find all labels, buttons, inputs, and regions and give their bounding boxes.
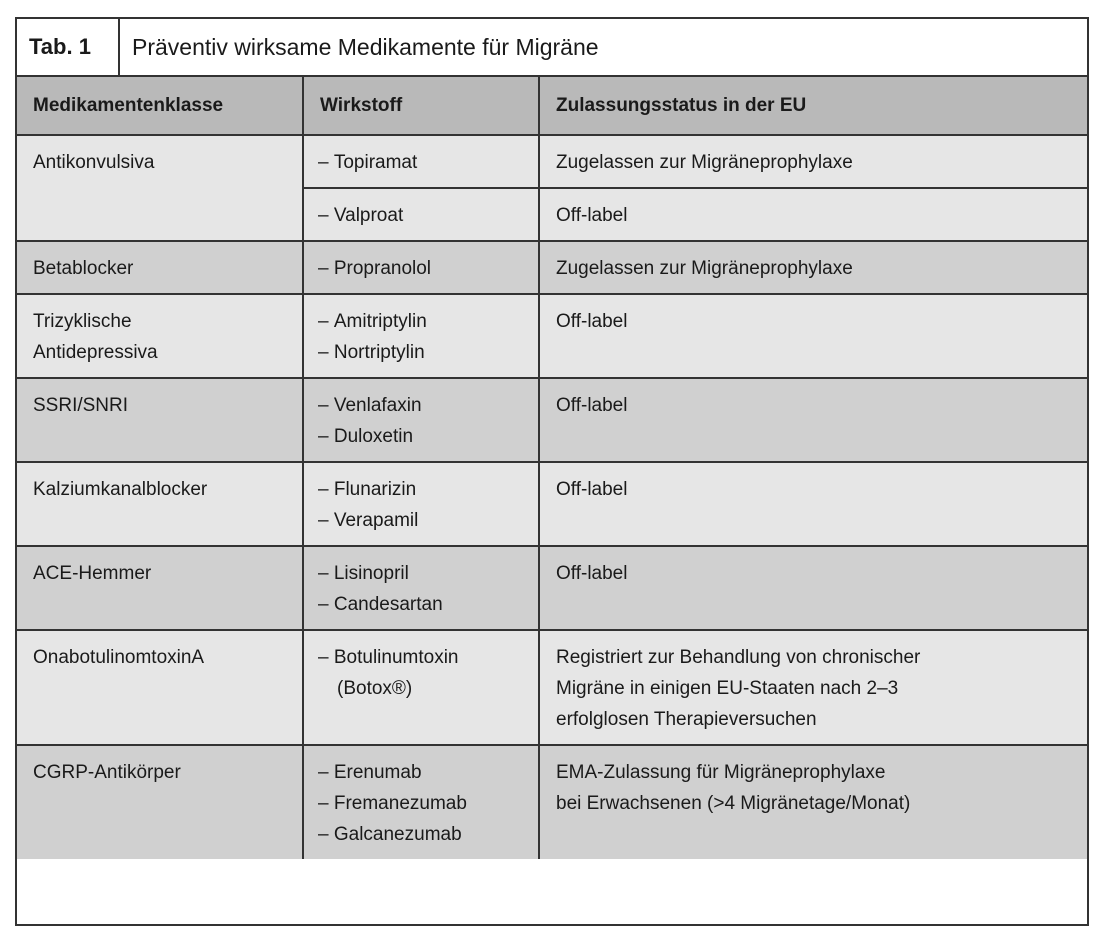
- status-text: Off-label: [556, 205, 628, 226]
- cell-wirkstoff: [303, 188, 539, 241]
- status-text: Off-label: [556, 563, 628, 584]
- wirkstoff-text: (Botox®): [337, 678, 413, 699]
- cell-wirkstoff: [303, 241, 539, 294]
- table-row-kalziumkanalblocker: [17, 462, 1087, 546]
- status-text: Off-label: [556, 311, 628, 332]
- cell-status: [539, 378, 1087, 462]
- wirkstoff-text: – Fremanezumab: [318, 788, 524, 819]
- wirkstoff-text: – Amitriptylin: [318, 306, 524, 337]
- wirkstoff-text: – Venlafaxin: [318, 390, 524, 421]
- wirkstoff-text: – Erenumab: [318, 757, 524, 788]
- cell-klasse: [17, 546, 303, 630]
- table-caption: [17, 19, 1087, 77]
- status-text: EMA-Zulassung für Migräneprophylaxe: [556, 762, 886, 783]
- cell-status: [539, 294, 1087, 378]
- wirkstoff-text: – Valproat: [318, 200, 524, 231]
- klasse-text: SSRI/SNRI: [33, 395, 129, 416]
- wirkstoff-text: – Candesartan: [318, 589, 524, 620]
- wirkstoff-text: – Galcanezumab: [318, 819, 524, 850]
- header-row: [17, 77, 1087, 135]
- cell-klasse: [17, 630, 303, 745]
- cell-wirkstoff: [303, 745, 539, 859]
- table-row-ssri-snri: [17, 378, 1087, 462]
- wirkstoff-text: – Flunarizin: [318, 474, 524, 505]
- table-label: Tab. 1: [17, 19, 120, 75]
- cell-status: [539, 188, 1087, 241]
- table-row-ace-hemmer: [17, 546, 1087, 630]
- table-row-betablocker: [17, 241, 1087, 294]
- klasse-text: ACE-Hemmer: [33, 563, 152, 584]
- status-text: Off-label: [556, 479, 628, 500]
- cell-klasse: [17, 745, 303, 859]
- cell-klasse: [17, 378, 303, 462]
- table-row-onabotulinomtoxina: [17, 630, 1087, 745]
- cell-wirkstoff: [303, 294, 539, 378]
- cell-status: [539, 745, 1087, 859]
- cell-klasse: [17, 462, 303, 546]
- cell-status: [539, 546, 1087, 630]
- cell-klasse: [17, 135, 303, 241]
- klasse-text: CGRP-Antikörper: [33, 762, 181, 783]
- data-table: [17, 77, 1087, 859]
- header-wirkstoff: Wirkstoff: [303, 77, 539, 135]
- status-text: Zugelassen zur Migräneprophylaxe: [556, 152, 853, 173]
- wirkstoff-text: – Nortriptylin: [318, 337, 524, 368]
- header-medikamentenklasse: Medikamentenklasse: [17, 77, 303, 135]
- status-text: Registriert zur Behandlung von chronischer: [556, 647, 921, 668]
- cell-wirkstoff: [303, 135, 539, 188]
- wirkstoff-text: – Propranolol: [318, 253, 524, 284]
- cell-status: [539, 630, 1087, 745]
- cell-status: [539, 135, 1087, 188]
- status-text: bei Erwachsenen (>4 Migränetage/Monat): [556, 793, 911, 814]
- table-row-antikonvulsiva: [17, 135, 1087, 188]
- klasse-text: Antikonvulsiva: [33, 152, 155, 173]
- wirkstoff-text: – Verapamil: [318, 505, 524, 536]
- status-text: Zugelassen zur Migräneprophylaxe: [556, 258, 853, 279]
- status-text: erfolglosen Therapieversuchen: [556, 709, 817, 730]
- cell-wirkstoff: [303, 462, 539, 546]
- cell-klasse: [17, 294, 303, 378]
- wirkstoff-text: – Botulinumtoxin: [318, 642, 524, 673]
- cell-wirkstoff: [303, 378, 539, 462]
- klasse-text: Antidepressiva: [33, 342, 158, 363]
- wirkstoff-text: – Duloxetin: [318, 421, 524, 452]
- wirkstoff-text: – Lisinopril: [318, 558, 524, 589]
- klasse-text: Betablocker: [33, 258, 134, 279]
- table-title: Präventiv wirksame Medikamente für Migräne: [132, 33, 599, 60]
- cell-status: [539, 462, 1087, 546]
- status-text: Off-label: [556, 395, 628, 416]
- cell-wirkstoff: [303, 630, 539, 745]
- table-row-trizyklische: [17, 294, 1087, 378]
- klasse-text: Kalziumkanalblocker: [33, 479, 208, 500]
- status-text: Migräne in einigen EU-Staaten nach 2–3: [556, 678, 899, 699]
- cell-klasse: [17, 241, 303, 294]
- medication-table: [15, 17, 1089, 926]
- wirkstoff-text: – Topiramat: [318, 147, 524, 178]
- header-zulassungsstatus: Zulassungsstatus in der EU: [539, 77, 1087, 135]
- table-row-cgrp-antikoerper: [17, 745, 1087, 859]
- cell-status: [539, 241, 1087, 294]
- klasse-text: Trizyklische: [33, 311, 132, 332]
- klasse-text: OnabotulinomtoxinA: [33, 647, 205, 668]
- cell-wirkstoff: [303, 546, 539, 630]
